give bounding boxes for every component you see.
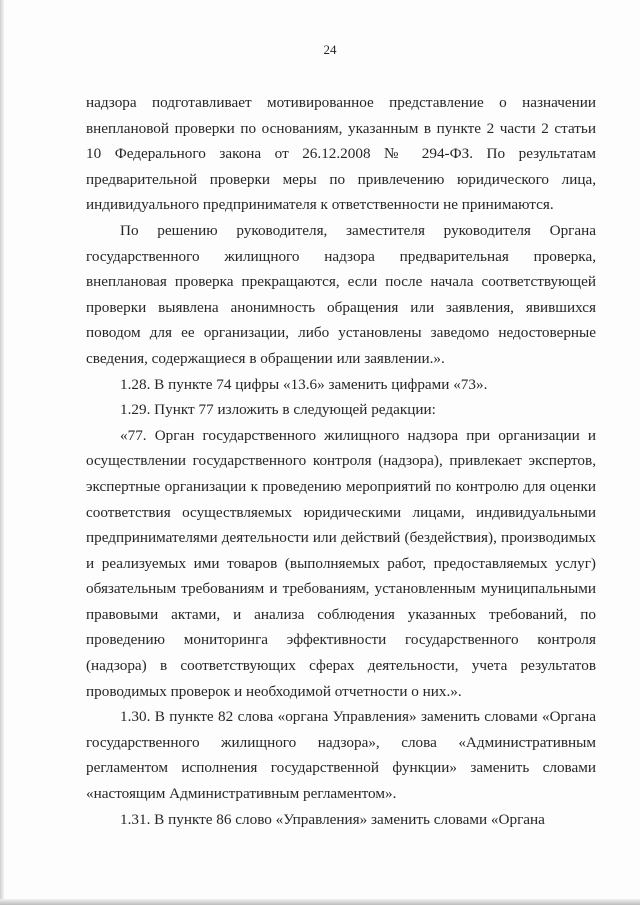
paragraph-preliminary-check: По решению руководителя, заместителя руководителя Органа государственного жилищного надзора предварительная проверка, внеплановая проверка прекращаются, если после начала соответствующей проверки выявлена анонимность обращения или заявления, явившихся поводом для ее организации, либо установлены заведомо недостоверные сведения, содержащиеся в обращении или заявлении.». xyxy=(86,221,596,367)
scan-edge-left xyxy=(0,0,4,905)
paragraph-item-1-29: 1.29. Пункт 77 изложить в следующей редакции: xyxy=(120,401,436,419)
page-number: 24 xyxy=(323,42,337,57)
paragraph-clause-77: «77. Орган государственного жилищного надзора при организации и осуществлении государственного контроля (надзора), привлекает экспертов, экспертные организации к проведению мероприятий по контролю для оценки соответствия осуществляемых юридическими лицами, индивидуальными предпринимателями деятельности или действий (бездействия), производимых и реализуемых ими товаров (выполняемых работ, предоставляемых услуг) обязательным требованиям и требованиям, установленным муниципальными правовыми актами, и анализа соблюдения указанных требований, по проведению мониторинга эффективности государственного контроля (надзора) в соответствующих сферах деятельности, учета результатов проводимых проверок и необходимой отчетности о них.». xyxy=(86,426,596,700)
document-body xyxy=(86,90,596,832)
paragraph-item-1-28: 1.28. В пункте 74 цифры «13.6» заменить цифрами «73». xyxy=(120,375,488,393)
paragraph-item-1-30: 1.30. В пункте 82 слова «органа Управления» заменить словами «Органа государственного жилищного надзора», слова «Административным регламентом исполнения государственной функции» заменить словами «настоящим Административным регламентом». xyxy=(86,708,596,803)
paragraph-continuation: надзора подготавливает мотивированное представление о назначении внеплановой проверки по основаниям, указанным в пункте 2 части 2 статьи 10 Федерального закона от 26.12.2008 № 294-ФЗ. По результатам предварительной проверки меры по привлечению юридического лица, индивидуального предпринимателя к ответственности не принимаются. xyxy=(86,94,596,214)
scan-edge-bottom xyxy=(0,899,640,905)
paragraph-item-1-31: 1.31. В пункте 86 слово «Управления» заменить словами «Органа xyxy=(120,810,545,828)
